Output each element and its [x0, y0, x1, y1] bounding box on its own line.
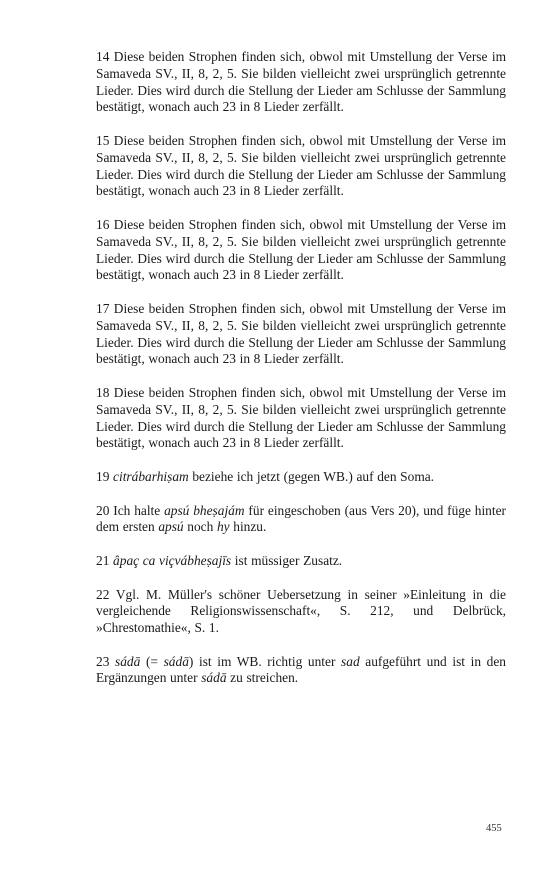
footnote [96, 553, 506, 570]
footnote [96, 133, 506, 200]
footnote-text: (= [140, 653, 164, 669]
footnote-term: sad [341, 653, 360, 669]
footnote-number: 14 [96, 49, 110, 64]
footnote-text: Diese beiden Strophen finden sich, obwol mit Umstellung der Verse im Samaveda SV., II, 8, 2, 5. Sie bilden vielleicht zwei ursprünglich getrennte Lieder. Dies wird durch die Stellung der Lieder am Schlusse der Sammlung bestätigt, wonach auch 23 in 8 Lieder zerfällt. [96, 384, 506, 451]
footnote-number: 21 [96, 552, 110, 568]
footnote [96, 587, 506, 637]
footnote [96, 469, 506, 486]
footnote-number: 15 [96, 132, 110, 148]
page-number: 455 [486, 823, 502, 834]
footnote-term: sádā [115, 653, 141, 669]
footnote-text: Vgl. M. Müller's schöner Uebersetzung in seiner »Einleitung in die vergleichende Religionswissenschaft«, S. 212, und Delbrück, »Chrestomathie«, S. 1. [96, 586, 506, 636]
footnote-text: Diese beiden Strophen finden sich, obwol mit Umstellung der Verse im Samaveda SV., II, 8, 2, 5. Sie bilden vielleicht zwei ursprünglich getrennte Lieder. Dies wird durch die Stellung der Lieder am Schlusse der Sammlung bestätigt, wonach auch 23 in 8 Lieder zerfällt. [96, 49, 506, 115]
footnote-text: Diese beiden Strophen finden sich, obwol mit Umstellung der Verse im Samaveda SV., II, 8, 2, 5. Sie bilden vielleicht zwei ursprünglich getrennte Lieder. Dies wird durch die Stellung der Lieder am Schlusse der Sammlung bestätigt, wonach auch 23 in 8 Lieder zerfällt. [96, 300, 506, 367]
footnote-text: noch [183, 519, 217, 535]
footnote-number: 16 [96, 216, 110, 232]
footnote-text: beziehe ich jetzt (gegen WB.) auf den Soma. [188, 468, 435, 484]
footnote-term: apsú bheṣajám [164, 502, 245, 518]
footnote-number: 20 [96, 502, 110, 518]
footnote [96, 385, 506, 452]
footnote [96, 503, 506, 537]
footnote-text: für eingeschoben (aus Vers 20), und füge hinter dem ersten [96, 502, 507, 535]
footnote-text: ) ist im WB. richtig unter [188, 653, 342, 669]
footnote-term: sádā [163, 653, 189, 669]
footnote-text: ist müssiger Zusatz. [231, 552, 343, 568]
footnote-text: aufgeführt und ist in den Ergänzungen unter [96, 653, 506, 686]
footnote-term: hy [216, 519, 230, 535]
footnote [96, 654, 506, 688]
footnote-number: 18 [96, 384, 110, 400]
footnote-text: hinzu. [229, 519, 267, 535]
footnote-number: 19 [96, 468, 110, 484]
footnote [96, 301, 506, 368]
footnote-term: citrábarhiṣam [113, 468, 189, 484]
footnote [96, 49, 506, 116]
footnote-term: âpaç ca viçvábheṣajīs [113, 552, 232, 568]
footnote-number: 17 [96, 300, 110, 316]
footnote-term: sádā [201, 670, 227, 686]
footnote-text: Diese beiden Strophen finden sich, obwol mit Umstellung der Verse im Samaveda SV., II, 8, 2, 5. Sie bilden vielleicht zwei ursprünglich getrennte Lieder. Dies wird durch die Stellung der Lieder am Schlusse der Sammlung bestätigt, wonach auch 23 in 8 Lieder zerfällt. [96, 216, 506, 283]
footnote-number: 23 [96, 653, 110, 669]
footnote-text: zu streichen. [226, 670, 299, 686]
footnote-text: Ich halte [113, 502, 165, 518]
footnote [96, 217, 506, 284]
footnotes-list [96, 49, 506, 704]
footnote-term: apsú [158, 519, 184, 535]
footnote-number: 22 [96, 586, 110, 602]
footnote-text: Diese beiden Strophen finden sich, obwol mit Umstellung der Verse im Samaveda SV., II, 8, 2, 5. Sie bilden vielleicht zwei ursprünglich getrennte Lieder. Dies wird durch die Stellung der Lieder am Schlusse der Sammlung bestätigt, wonach auch 23 in 8 Lieder zerfällt. [96, 132, 506, 199]
